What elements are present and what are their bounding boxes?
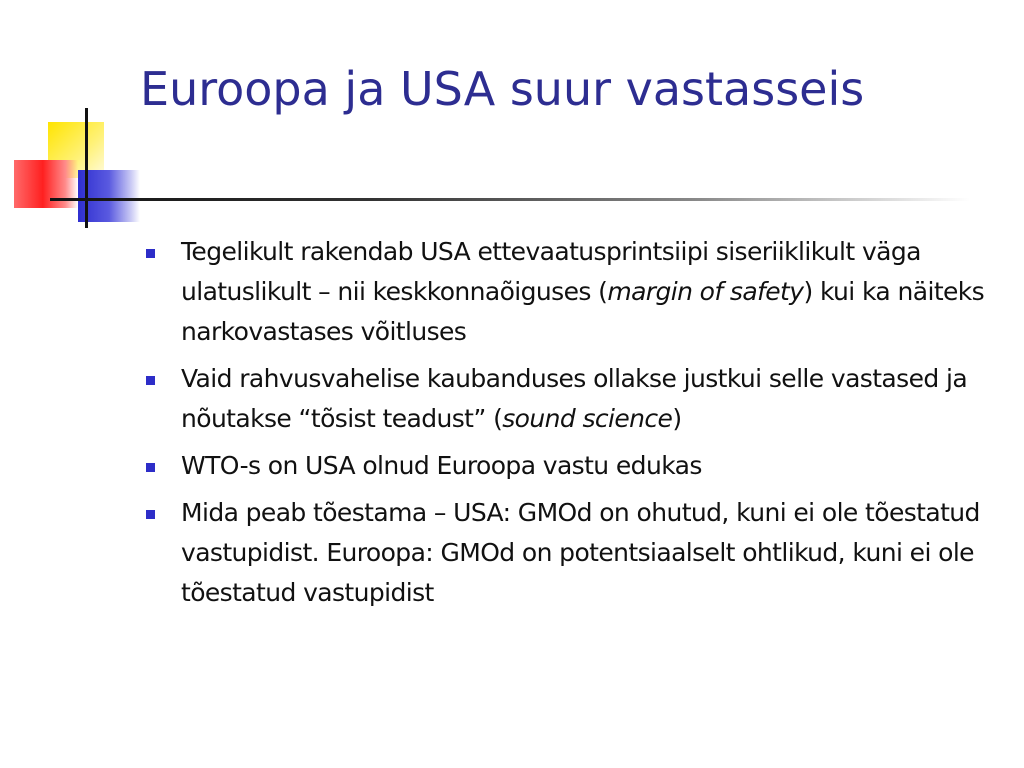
bullet-text: ) (672, 404, 682, 433)
bullet-item (146, 232, 1006, 352)
bullet-marker-icon (146, 376, 155, 385)
bullet-text: ) kui ka näiteks narkovastases võitluses (181, 277, 985, 346)
bullet-italic-term: sound science (502, 404, 673, 433)
bullet-text: Tegelikult rakendab USA ettevaatusprintsiipi siseriiklikult väga ulatuslikult – nii keskkonnaõiguses ( (181, 237, 921, 306)
bullet-item (146, 493, 1006, 613)
bullet-item (146, 359, 1006, 439)
decorative-logo (0, 0, 160, 240)
bullet-italic-term: margin of safety (607, 277, 804, 306)
bullet-marker-icon (146, 463, 155, 472)
logo-vertical-line (85, 108, 88, 228)
bullet-marker-icon (146, 249, 155, 258)
slide-title: Euroopa ja USA suur vastasseis (140, 62, 865, 116)
bullet-marker-icon (146, 510, 155, 519)
title-divider-line (50, 198, 970, 201)
bullet-item (146, 446, 1006, 486)
bullet-text: Vaid rahvusvahelise kaubanduses ollakse justkui selle vastased ja nõutakse “tõsist teadust” ( (181, 364, 968, 433)
bullet-text: Mida peab tõestama – USA: GMOd on ohutud, kuni ei ole tõestatud vastupidist. Euroopa: GMOd on potentsiaalselt ohtlikud, kuni ei ole tõestatud vastupidist (181, 498, 980, 607)
bullet-list (146, 232, 1006, 620)
bullet-text: WTO-s on USA olnud Euroopa vastu edukas (181, 451, 702, 480)
